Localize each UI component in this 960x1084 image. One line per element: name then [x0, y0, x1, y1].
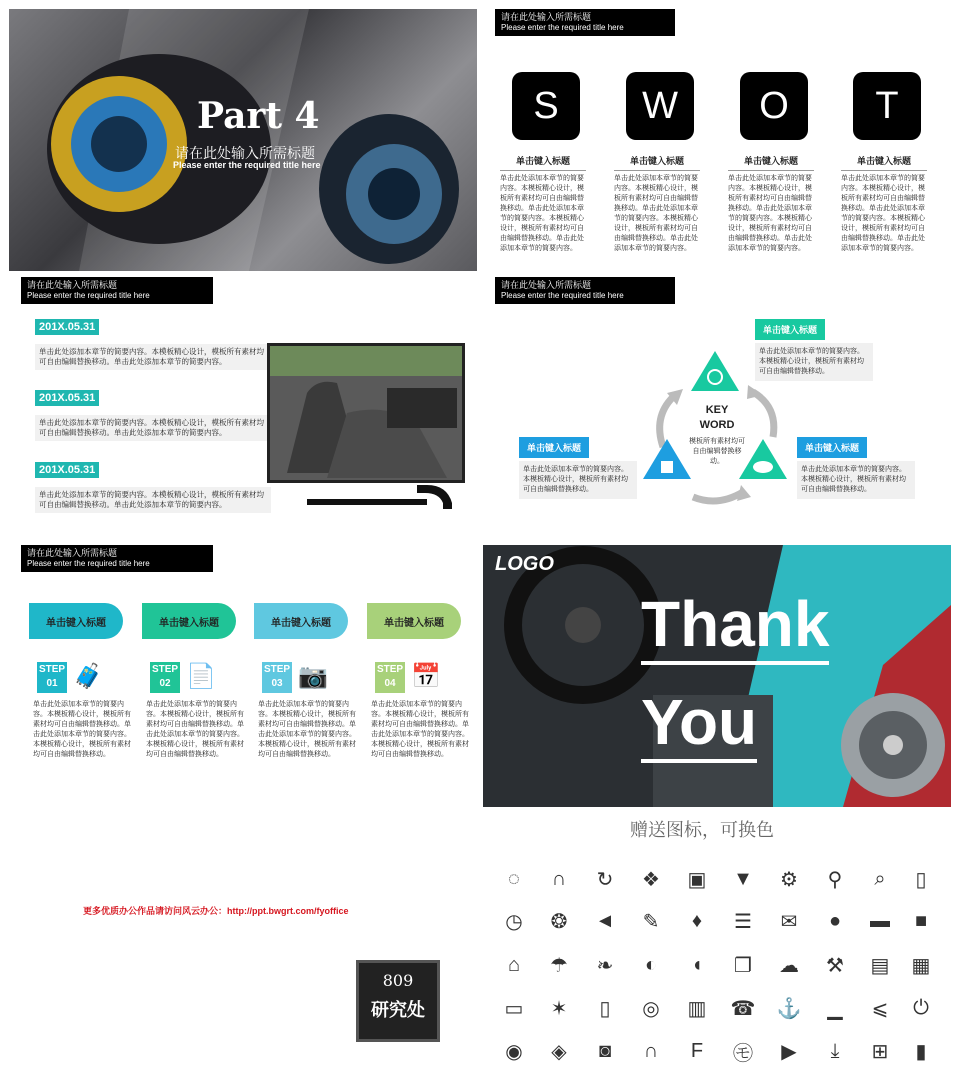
swot-letter: T	[875, 84, 899, 127]
timeline-slide	[9, 277, 477, 539]
step-pill-label: 单击键入标题	[159, 617, 219, 629]
camera-icon: 📷	[298, 663, 328, 690]
download-icon: ⤓	[830, 1039, 840, 1062]
car-interior-image	[483, 545, 951, 807]
swot-box-4	[853, 72, 921, 140]
facebook-icon: F	[690, 1039, 704, 1062]
headphones-icon: ∩	[551, 867, 567, 890]
power-icon: ⏻	[913, 996, 929, 1019]
step-badge-2	[150, 662, 180, 693]
timeline-text-1: 单击此处添加本章节的简要内容。本模板精心设计，模板所有素材均可自由编辑替换移动。单击此处添加本章节的简要内容。	[35, 344, 271, 370]
step-word: STEP	[151, 664, 179, 675]
headset-icon: ∩	[643, 1039, 659, 1062]
swot-title-4[interactable]: 单击键入标题	[841, 154, 927, 171]
swot-letter: S	[533, 84, 559, 127]
handshake-icon: ❧	[596, 954, 614, 977]
step-badge-3	[262, 662, 292, 693]
megaphone-icon: ◄	[595, 909, 615, 932]
keyword-label-3[interactable]: 单击键入标题	[797, 437, 867, 458]
part-subtitle-cn: 请在此处输入所需标题	[175, 145, 315, 161]
monitor-icon: ▭	[504, 997, 524, 1020]
step-word: STEP	[38, 664, 66, 675]
part-slide	[9, 9, 477, 271]
balloon-icon: ◖	[690, 953, 704, 976]
cloud-icon: ☁	[779, 954, 799, 977]
step-number: 03	[271, 678, 283, 689]
step-text-4: 单击此处添加本章节的简要内容。本模板精心设计，模板所有素材均可自由编辑替换移动。单击此处添加本章节的简要内容。本模板精心设计，模板所有素材均可自由编辑替换移动。	[371, 701, 469, 758]
stamp-logo	[356, 960, 440, 1042]
mic-icon: ◎	[642, 997, 660, 1020]
icons-title: 赠送图标，可换色	[630, 820, 774, 840]
timeline-text-2: 单击此处添加本章节的简要内容。本模板精心设计，模板所有素材均可自由编辑替换移动。单击此处添加本章节的简要内容。	[35, 415, 271, 441]
header-cn: 请在此处输入所需标题	[501, 12, 592, 22]
briefcase-icon: ▣	[687, 868, 707, 891]
support-icon: ◐	[644, 953, 658, 976]
swot-text-4: 单击此处添加本章节的简要内容。本模板精心设计，模板所有素材均可自由编辑替换移动。单击此处添加本章节的简要内容。本模板精心设计，模板所有素材均可自由编辑替换移动。单击此处添加本章节的简要内容。	[841, 175, 925, 252]
bluetooth-icon: ✶	[550, 997, 568, 1020]
step-pill-label: 单击键入标题	[384, 617, 444, 629]
header-cn: 请在此处输入所需标题	[501, 280, 592, 290]
step-pill-label: 单击键入标题	[271, 617, 331, 629]
keyword-center-text: 模板所有素材均可自由编辑替换移动。	[689, 438, 745, 465]
usb-icon: ⚓	[776, 997, 802, 1020]
swot-title-1[interactable]: 单击键入标题	[500, 154, 586, 171]
puzzle-icon: ❖	[642, 868, 660, 891]
step-word: STEP	[376, 664, 404, 675]
headlight-image	[9, 9, 477, 271]
tshirt-icon: ▼	[733, 867, 753, 890]
swot-text-2: 单击此处添加本章节的简要内容。本模板精心设计，模板所有素材均可自由编辑替换移动。单击此处添加本章节的简要内容。本模板精心设计，模板所有素材均可自由编辑替换移动。单击此处添加本章节的简要内容。	[614, 175, 698, 252]
gear-icon: ⚙	[780, 868, 798, 891]
windows-icon: ⊞	[871, 1040, 889, 1063]
swot-box-3	[740, 72, 808, 140]
telephone-icon: ☎	[730, 997, 756, 1020]
pen-icon: ✎	[642, 910, 660, 933]
video-icon: ▶	[781, 1040, 797, 1063]
signal-icon: ▁	[827, 997, 843, 1020]
copy-icon: ❐	[734, 954, 752, 977]
swot-text-3: 单击此处添加本章节的简要内容。本模板精心设计，模板所有素材均可自由编辑替换移动。单击此处添加本章节的简要内容。本模板精心设计，模板所有素材均可自由编辑替换移动。单击此处添加本章节的简要内容。	[728, 175, 812, 252]
header-en: Please enter the required title here	[501, 291, 624, 300]
you-text: You	[641, 685, 757, 763]
step-pill-1[interactable]	[29, 603, 123, 639]
wrench-icon: ⚒	[826, 954, 844, 977]
keyword-label-1[interactable]: 单击键入标题	[755, 319, 825, 340]
weibo-icon: ◈	[551, 1040, 567, 1063]
logo-text: LOGO	[495, 553, 554, 575]
swot-slide	[483, 9, 951, 271]
phone-icon: ▯	[599, 997, 611, 1020]
lock-icon: ■	[914, 909, 928, 932]
luggage-icon: 🧳	[73, 663, 103, 690]
timeline-date-3: 201X.05.31	[35, 462, 99, 478]
monitor-image	[267, 343, 467, 513]
notepad-icon: ☰	[734, 910, 752, 933]
step-text-2: 单击此处添加本章节的简要内容。本模板精心设计，模板所有素材均可自由编辑替换移动。单击此处添加本章节的简要内容。本模板精心设计，模板所有素材均可自由编辑替换移动。	[146, 701, 244, 758]
key-icon: ⚲	[827, 868, 843, 891]
antenna-icon: ◉	[505, 1040, 523, 1063]
footer-link[interactable]: 更多优质办公作品请访问风云办公：http://ppt.bwgrt.com/fyoffice	[83, 906, 349, 916]
clock-icon: ◷	[505, 910, 523, 933]
wechat-icon: ◙	[598, 1039, 612, 1062]
step-number: 01	[46, 678, 58, 689]
refresh-icon: ↻	[596, 868, 614, 891]
tv-icon: ▤	[870, 954, 890, 977]
header-cn: 请在此处输入所需标题	[27, 548, 118, 558]
timeline-text-3: 单击此处添加本章节的简要内容。本模板精心设计，模板所有素材均可自由编辑替换移动。单击此处添加本章节的简要内容。	[35, 487, 271, 513]
idea-icon: ●	[828, 909, 842, 932]
timeline-date-1: 201X.05.31	[35, 319, 99, 335]
swot-box-1	[512, 72, 580, 140]
swot-letter: O	[759, 84, 789, 127]
home-icon: ⌂	[507, 953, 521, 976]
step-number: 02	[159, 678, 171, 689]
step-pill-2[interactable]	[142, 603, 236, 639]
keyword-text-1: 单击此处添加本章节的简要内容。本模板精心设计，模板所有素材均可自由编辑替换移动。	[755, 343, 873, 381]
document-icon: 📄	[186, 663, 216, 690]
step-text-3: 单击此处添加本章节的简要内容。本模板精心设计，模板所有素材均可自由编辑替换移动。单击此处添加本章节的简要内容。本模板精心设计，模板所有素材均可自由编辑替换移动。	[258, 701, 356, 758]
thank-text: Thank	[641, 587, 829, 665]
part-subtitle-en: Please enter the required title here	[173, 160, 321, 170]
stamp-line2: 研究处	[371, 1000, 425, 1021]
mail-icon: ✉	[780, 910, 798, 933]
steps-slide	[9, 545, 477, 807]
keyword-text-3: 单击此处添加本章节的简要内容。本模板精心设计，模板所有素材均可自由编辑替换移动。	[797, 461, 915, 499]
stamp-line1: 809	[382, 971, 414, 990]
cart-icon: ▦	[911, 954, 931, 977]
paint-roller-icon: ▬	[870, 909, 890, 932]
calendar-icon: 📅	[411, 663, 441, 690]
part-title: Part 4	[197, 95, 320, 137]
step-number: 04	[384, 678, 396, 689]
umbrella-icon: ☂	[550, 954, 568, 977]
step-pill-label: 单击键入标题	[46, 617, 106, 629]
step-pill-3[interactable]	[254, 603, 348, 639]
swot-box-2	[626, 72, 694, 140]
usb-drive-icon: ▮	[915, 1040, 927, 1063]
swot-title-2[interactable]: 单击键入标题	[614, 154, 700, 171]
keyword-text-2: 单击此处添加本章节的简要内容。本模板精心设计，模板所有素材均可自由编辑替换移动。	[519, 461, 637, 499]
tie-icon: ♦	[691, 909, 703, 932]
walkie-icon: ▥	[687, 997, 707, 1020]
battery-icon: ▯	[915, 868, 927, 891]
step-word: STEP	[263, 664, 291, 675]
wifi-icon: ◌	[508, 867, 520, 890]
header-en: Please enter the required title here	[501, 23, 624, 32]
keyword-label-2[interactable]: 单击键入标题	[519, 437, 589, 458]
bulb-icon: ❂	[550, 910, 568, 933]
swot-letter: W	[642, 84, 678, 127]
step-pill-4[interactable]	[367, 603, 461, 639]
keyword-center-title: KEY WORD	[699, 404, 735, 431]
slide-header	[21, 277, 213, 304]
24h-icon: ㋲	[733, 1042, 753, 1065]
step-text-1: 单击此处添加本章节的简要内容。本模板精心设计，模板所有素材均可自由编辑替换移动。单击此处添加本章节的简要内容。本模板精心设计，模板所有素材均可自由编辑替换移动。	[33, 701, 131, 758]
swot-title-3[interactable]: 单击键入标题	[728, 154, 814, 171]
share-icon: ⩽	[871, 997, 889, 1020]
thankyou-slide	[483, 545, 951, 807]
search-icon: ⌕	[874, 867, 886, 890]
slide-header	[21, 545, 213, 572]
header-en: Please enter the required title here	[27, 559, 150, 568]
header-cn: 请在此处输入所需标题	[27, 280, 118, 290]
step-badge-1	[37, 662, 67, 693]
keyword-slide	[483, 277, 951, 539]
slide-header	[495, 277, 675, 304]
header-en: Please enter the required title here	[27, 291, 150, 300]
timeline-date-2: 201X.05.31	[35, 390, 99, 406]
slide-header	[495, 9, 675, 36]
step-badge-4	[375, 662, 405, 693]
swot-text-1: 单击此处添加本章节的简要内容。本模板精心设计，模板所有素材均可自由编辑替换移动。单击此处添加本章节的简要内容。本模板精心设计，模板所有素材均可自由编辑替换移动。单击此处添加本章节的简要内容。	[500, 175, 584, 252]
